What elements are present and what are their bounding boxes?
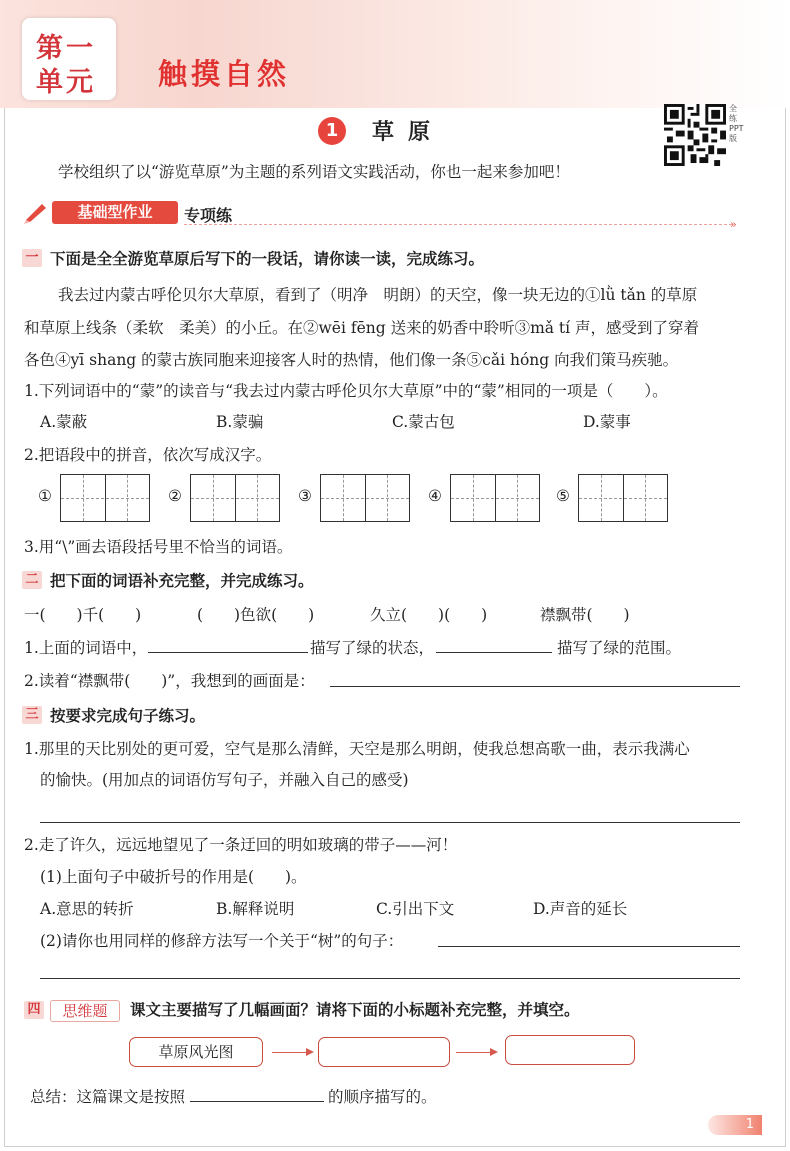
unit-banner — [0, 0, 790, 108]
section-tag: 基础型作业 — [52, 201, 178, 224]
lesson-title: 草原 — [372, 120, 445, 145]
answer-line-3-1[interactable] — [40, 806, 740, 823]
question-3-sub-2-1: (1)上面句子中破折号的作用是( )。 — [40, 868, 307, 886]
writing-box-3[interactable] — [320, 474, 410, 522]
question-2-sub-1b: 描写了绿的状态， — [310, 639, 435, 657]
question-2-sub-1c: 描写了绿的范围。 — [557, 639, 682, 657]
unit-title: 触摸自然 — [158, 57, 291, 91]
answer-line-4[interactable] — [190, 1085, 324, 1102]
question-1-sub-3: 3.用“\”画去语段括号里不恰当的词语。 — [24, 538, 293, 556]
box-label-2: ② — [168, 487, 182, 505]
answer-line-2-2[interactable] — [330, 670, 740, 687]
option-b[interactable]: B.蒙骗 — [216, 413, 264, 431]
question-3-sub-2-2: (2)请你也用同样的修辞方法写一个关于“树”的句子： — [40, 932, 404, 950]
passage-line-1: 我去过内蒙古呼伦贝尔大草原，看到了（明净 明朗）的天空，像一块无边的①lǜ tǎn 的草原 — [58, 286, 698, 304]
question-1-title: 下面是全全游览草原后写下的一段话，请你读一读，完成练习。 — [50, 250, 485, 268]
divider-arrow-icon: » — [730, 218, 737, 231]
answer-line-3-2a[interactable] — [438, 930, 740, 947]
thinking-tag: 思维题 — [50, 1000, 120, 1022]
flow-box-1: 草原风光图 — [129, 1037, 263, 1067]
question-badge-1: 一 — [22, 249, 42, 267]
answer-line-2-1a[interactable] — [148, 636, 308, 653]
flow-arrow-icon-1 — [272, 1052, 312, 1053]
unit-number: 第一 — [36, 33, 96, 64]
question-3-sub-1-line-2: 的愉快。(用加点的词语仿写句子，并融入自己的感受) — [40, 771, 409, 789]
answer-line-2-1b[interactable] — [436, 636, 552, 653]
writing-box-1[interactable] — [60, 474, 150, 522]
section-subtitle: 专项练 — [184, 206, 233, 225]
question-1-sub-1: 1.下列词语中的“蒙”的读音与“我去过内蒙古呼伦贝尔大草原”中的“蒙”相同的一项是（ ）。 — [24, 382, 668, 400]
summary-text-b: 的顺序描写的。 — [328, 1088, 437, 1106]
writing-box-5[interactable] — [578, 474, 668, 522]
lesson-number-badge: 1 — [318, 117, 346, 145]
option-b-2[interactable]: B.解释说明 — [216, 900, 295, 918]
writing-box-4[interactable] — [450, 474, 540, 522]
option-c-2[interactable]: C.引出下文 — [376, 900, 455, 918]
box-label-1: ① — [38, 487, 52, 505]
question-2-sub-1a: 1.上面的词语中， — [24, 639, 148, 657]
option-a[interactable]: A.蒙蔽 — [40, 413, 88, 431]
question-2-sub-2: 2.读着“襟飘带( )”，我想到的画面是： — [24, 672, 315, 690]
question-3-sub-1-line-1: 1.那里的天比别处的更可爱，空气是那么清鲜，天空是那么明朗，使我总想高歌一曲，表示我满心 — [24, 740, 690, 758]
summary-text-a: 总结：这篇课文是按照 — [30, 1088, 186, 1106]
pencil-icon — [22, 200, 50, 224]
word-blank-3[interactable]: 久立( )( ) — [370, 606, 488, 624]
option-c[interactable]: C.蒙古包 — [392, 413, 455, 431]
intro-text: 学校组织了以“游览草原”为主题的系列语文实践活动，你也一起来参加吧！ — [58, 163, 570, 181]
box-label-4: ④ — [428, 487, 442, 505]
question-1-sub-2: 2.把语段中的拼音，依次写成汉字。 — [24, 446, 272, 464]
question-3-title: 按要求完成句子练习。 — [50, 707, 206, 725]
question-badge-3: 三 — [22, 706, 42, 724]
page-number: 1 — [708, 1115, 762, 1135]
box-label-5: ⑤ — [556, 487, 570, 505]
word-blank-4[interactable]: 襟飘带( ) — [540, 606, 630, 624]
writing-box-2[interactable] — [190, 474, 280, 522]
question-2-title: 把下面的词语补充完整，并完成练习。 — [50, 572, 314, 590]
answer-line-3-2b[interactable] — [40, 962, 740, 979]
option-d[interactable]: D.蒙事 — [583, 413, 631, 431]
qr-code-icon[interactable] — [664, 104, 726, 166]
word-blank-1[interactable]: 一( )千( ) — [24, 606, 142, 624]
option-d-2[interactable]: D.声音的延长 — [533, 900, 628, 918]
unit-word: 单元 — [36, 67, 96, 98]
question-3-sub-2: 2.走了许久，远远地望见了一条迂回的明如玻璃的带子——河！ — [24, 836, 458, 854]
qr-caption: 全练PPT版 — [729, 104, 744, 143]
flow-arrow-icon-2 — [456, 1052, 496, 1053]
section-divider — [184, 224, 732, 225]
passage-line-3: 各色④yī shang 的蒙古族同胞来迎接客人时的热情，他们像一条⑤cǎi hóng 向我们策马疾驰。 — [24, 351, 679, 369]
flow-box-2[interactable] — [318, 1037, 450, 1067]
question-badge-4: 四 — [24, 1001, 44, 1019]
box-label-3: ③ — [298, 487, 312, 505]
passage-line-2: 和草原上线条（柔软 柔美）的小丘。在②wēi fēng 送来的奶香中聆听③mǎ tí 声，感受到了穿着 — [24, 319, 700, 337]
question-4-title: 课文主要描写了几幅画面？请将下面的小标题补充完整，并填空。 — [130, 1001, 580, 1019]
option-a-2[interactable]: A.意思的转折 — [40, 900, 134, 918]
word-blank-2[interactable]: ( )色欲( ) — [197, 606, 315, 624]
question-badge-2: 二 — [22, 571, 42, 589]
flow-box-3[interactable] — [505, 1035, 635, 1065]
